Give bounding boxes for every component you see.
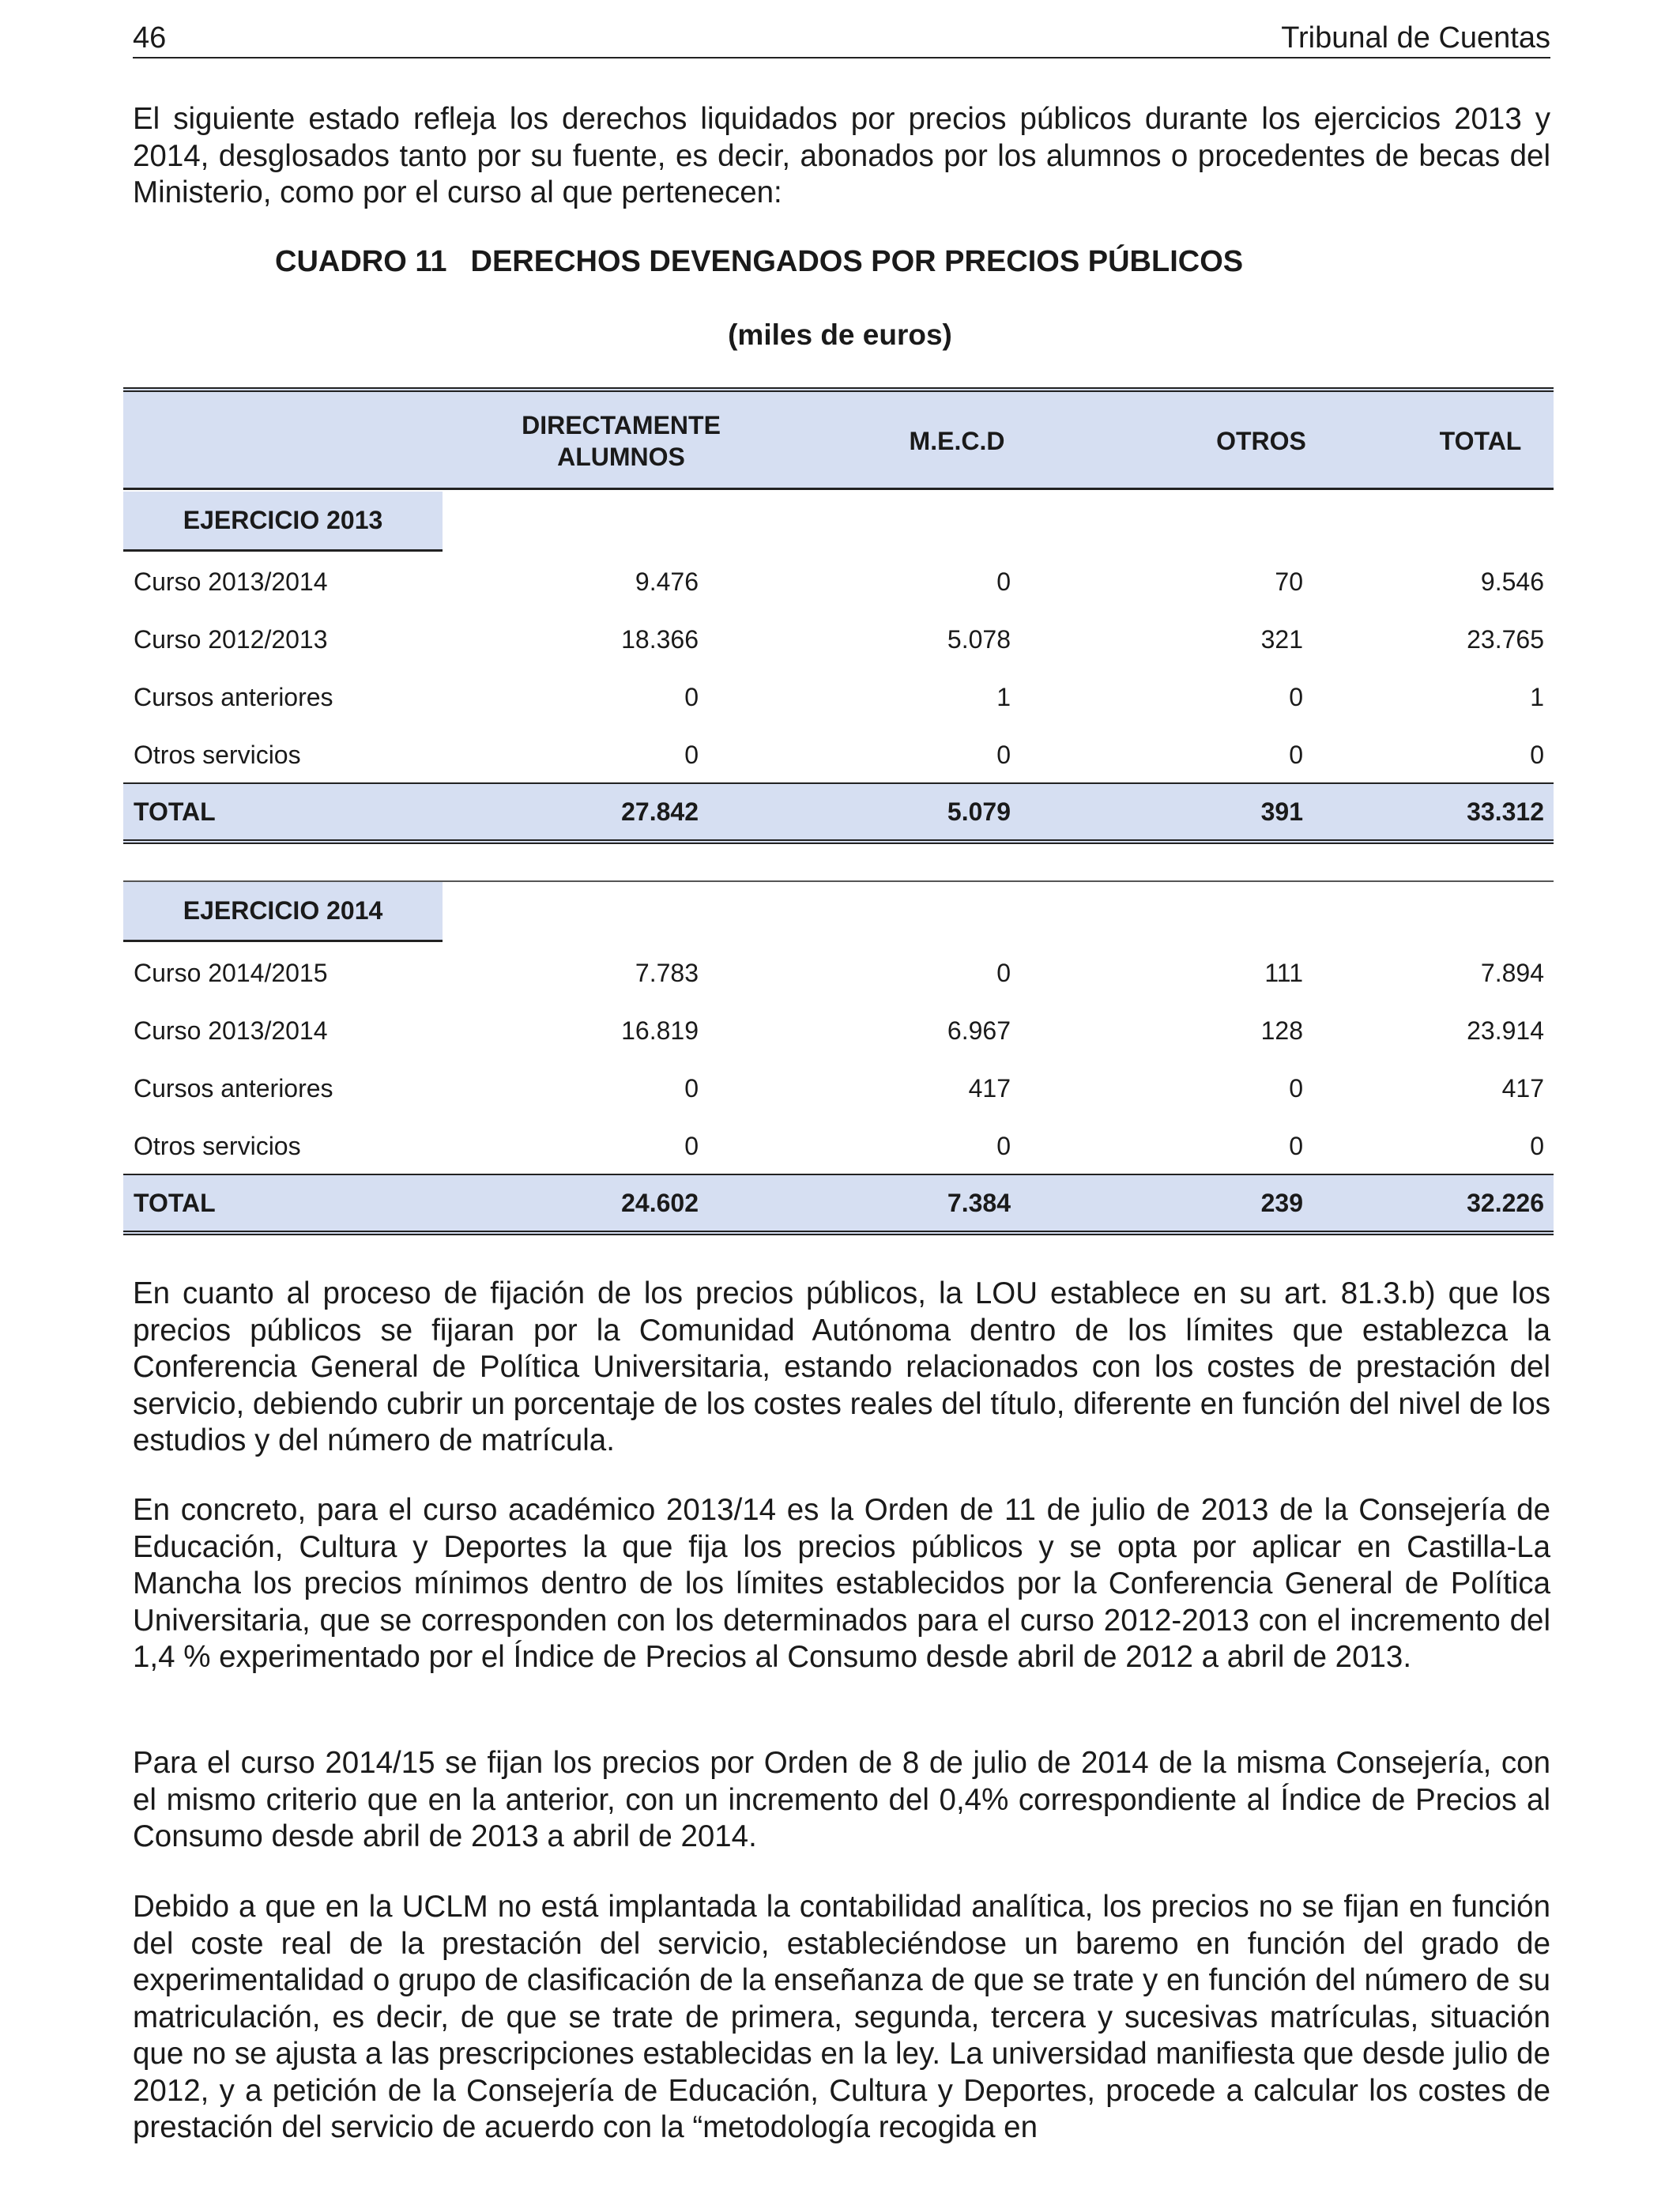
cell-otros: 0 xyxy=(1289,683,1303,711)
cell-mecd: 0 xyxy=(996,741,1011,769)
cell-total: 1 xyxy=(1530,683,1544,711)
table-header xyxy=(123,387,1554,490)
table-row xyxy=(123,726,1554,783)
cell-alumnos: 18.366 xyxy=(621,625,699,654)
cell-alumnos: 9.476 xyxy=(635,567,699,596)
row-label: Cursos anteriores xyxy=(134,1074,333,1103)
cell-otros: 111 xyxy=(1264,959,1303,987)
column-header-total: TOTAL xyxy=(1439,427,1522,455)
body-paragraph: En concreto, para el curso académico 2013/14 es la Orden de 11 de julio de 2013 de la Consejería de Educación, Cultura y Deportes la que fija los precios públicos y se opta por aplicar en Castilla-La Mancha los precios mínimos dentro de los límites establecidos por la Conferencia General de Política Universitaria, que se corresponden con los determinados para el curso 2012-2013 con el incremento del 1,4 % experimentado por el Índice de Precios al Consumo desde abril de 2012 a abril de 2013. xyxy=(133,1493,1550,1674)
cell-mecd: 0 xyxy=(996,567,1011,596)
cell-alumnos: 0 xyxy=(684,741,699,769)
column-header-otros: OTROS xyxy=(1216,427,1306,455)
row-label: Curso 2014/2015 xyxy=(134,959,328,987)
cell-otros: 0 xyxy=(1289,1132,1303,1160)
cell-mecd: 0 xyxy=(996,959,1011,987)
header-title: Tribunal de Cuentas xyxy=(1281,21,1550,55)
cell-mecd: 0 xyxy=(996,1132,1011,1160)
intro-paragraph: El siguiente estado refleja los derechos liquidados por precios públicos durante los ejercicios 2013 y 2014, desglosados tanto por su fuente, es decir, abonados por los alumnos o procedentes de becas del Ministerio, como por el curso al que pertenecen: xyxy=(133,102,1550,209)
data-table xyxy=(123,0,1554,2194)
body-paragraph: Para el curso 2014/15 se fijan los precios por Orden de 8 de julio de 2014 de la misma Consejería, con el mismo criterio que en la anterior, con un incremento del 0,4% correspondiente al Índice de Precios al Consumo desde abril de 2013 a abril de 2014. xyxy=(133,1746,1550,1853)
cell-total: 23.914 xyxy=(1467,1016,1544,1045)
table-row xyxy=(123,611,1554,668)
cell-total: 417 xyxy=(1501,1074,1544,1103)
total-row xyxy=(123,782,1554,844)
column-header-mecd: M.E.C.D xyxy=(909,427,1005,455)
cell-alumnos: 0 xyxy=(684,683,699,711)
body-paragraph: Debido a que en la UCLM no está implantada la contabilidad analítica, los precios no se fijan en función del coste real de la prestación del servicio, estableciéndose un baremo en función del grado de experimentalidad o grupo de clasificación de la enseñanza de que se trate y en función del número de su matriculación, es decir, de que se trate de primera, segunda, tercera y sucesivas matrículas, situación que no se ajusta a las prescripciones establecidas en la ley. La universidad manifiesta que desde julio de 2012, y a petición de la Consejería de Educación, Cultura y Deportes, procede a calcular los costes de prestación del servicio de acuerdo con la “metodología recogida en xyxy=(133,1890,1550,2144)
table-row xyxy=(123,1118,1554,1174)
body-paragraph: En cuanto al proceso de fijación de los precios públicos, la LOU establece en su art. 81.3.b) que los precios públicos se fijaran por la Comunidad Autónoma dentro de los límites que establezca la Conferencia General de Política Universitaria, estando relacionados con los costes de prestación del servicio, debiendo cubrir un porcentaje de los costes reales del título, diferente en función del nivel de los estudios y del número de matrícula. xyxy=(133,1276,1550,1457)
table-row xyxy=(123,553,1554,610)
cell-otros: 239 xyxy=(1260,1189,1303,1217)
table-row xyxy=(123,944,1554,1001)
cell-mecd: 5.078 xyxy=(947,625,1011,654)
cell-total: 33.312 xyxy=(1467,797,1544,826)
cell-alumnos: 27.842 xyxy=(621,797,699,826)
table-row xyxy=(123,669,1554,726)
cell-total: 9.546 xyxy=(1480,567,1544,596)
total-label: TOTAL xyxy=(134,797,216,826)
cell-mecd: 5.079 xyxy=(947,797,1011,826)
cell-mecd: 417 xyxy=(968,1074,1011,1103)
page-number: 46 xyxy=(133,21,167,55)
cell-alumnos: 0 xyxy=(684,1074,699,1103)
table-number: CUADRO 11 xyxy=(275,245,447,278)
row-label: Otros servicios xyxy=(134,741,301,769)
cell-alumnos: 24.602 xyxy=(621,1189,699,1217)
section-label: EJERCICIO 2013 xyxy=(123,492,443,552)
section-label: EJERCICIO 2014 xyxy=(123,882,443,942)
row-label: Curso 2013/2014 xyxy=(134,567,328,596)
cell-mecd: 7.384 xyxy=(947,1189,1011,1217)
table-title-text: DERECHOS DEVENGADOS POR PRECIOS PÚBLICOS xyxy=(470,245,1244,278)
table-subtitle: (miles de euros) xyxy=(728,319,952,351)
cell-alumnos: 0 xyxy=(684,1132,699,1160)
row-label: Cursos anteriores xyxy=(134,683,333,711)
cell-otros: 128 xyxy=(1260,1016,1303,1045)
cell-mecd: 1 xyxy=(996,683,1011,711)
table-row xyxy=(123,1002,1554,1059)
cell-total: 7.894 xyxy=(1480,959,1544,987)
row-label: Curso 2012/2013 xyxy=(134,625,328,654)
column-header-alumnos: DIRECTAMENTE ALUMNOS xyxy=(522,411,721,471)
cell-otros: 70 xyxy=(1275,567,1303,596)
row-label: Curso 2013/2014 xyxy=(134,1016,328,1045)
row-label: Otros servicios xyxy=(134,1132,301,1160)
table-row xyxy=(123,1060,1554,1117)
cell-otros: 0 xyxy=(1289,1074,1303,1103)
cell-alumnos: 16.819 xyxy=(621,1016,699,1045)
cell-otros: 321 xyxy=(1260,625,1303,654)
cell-total: 32.226 xyxy=(1467,1189,1544,1217)
cell-total: 0 xyxy=(1530,1132,1544,1160)
cell-total: 0 xyxy=(1530,741,1544,769)
cell-total: 23.765 xyxy=(1467,625,1544,654)
total-row xyxy=(123,1174,1554,1235)
cell-otros: 391 xyxy=(1260,797,1303,826)
cell-mecd: 6.967 xyxy=(947,1016,1011,1045)
total-label: TOTAL xyxy=(134,1189,216,1217)
cell-alumnos: 7.783 xyxy=(635,959,699,987)
cell-otros: 0 xyxy=(1289,741,1303,769)
